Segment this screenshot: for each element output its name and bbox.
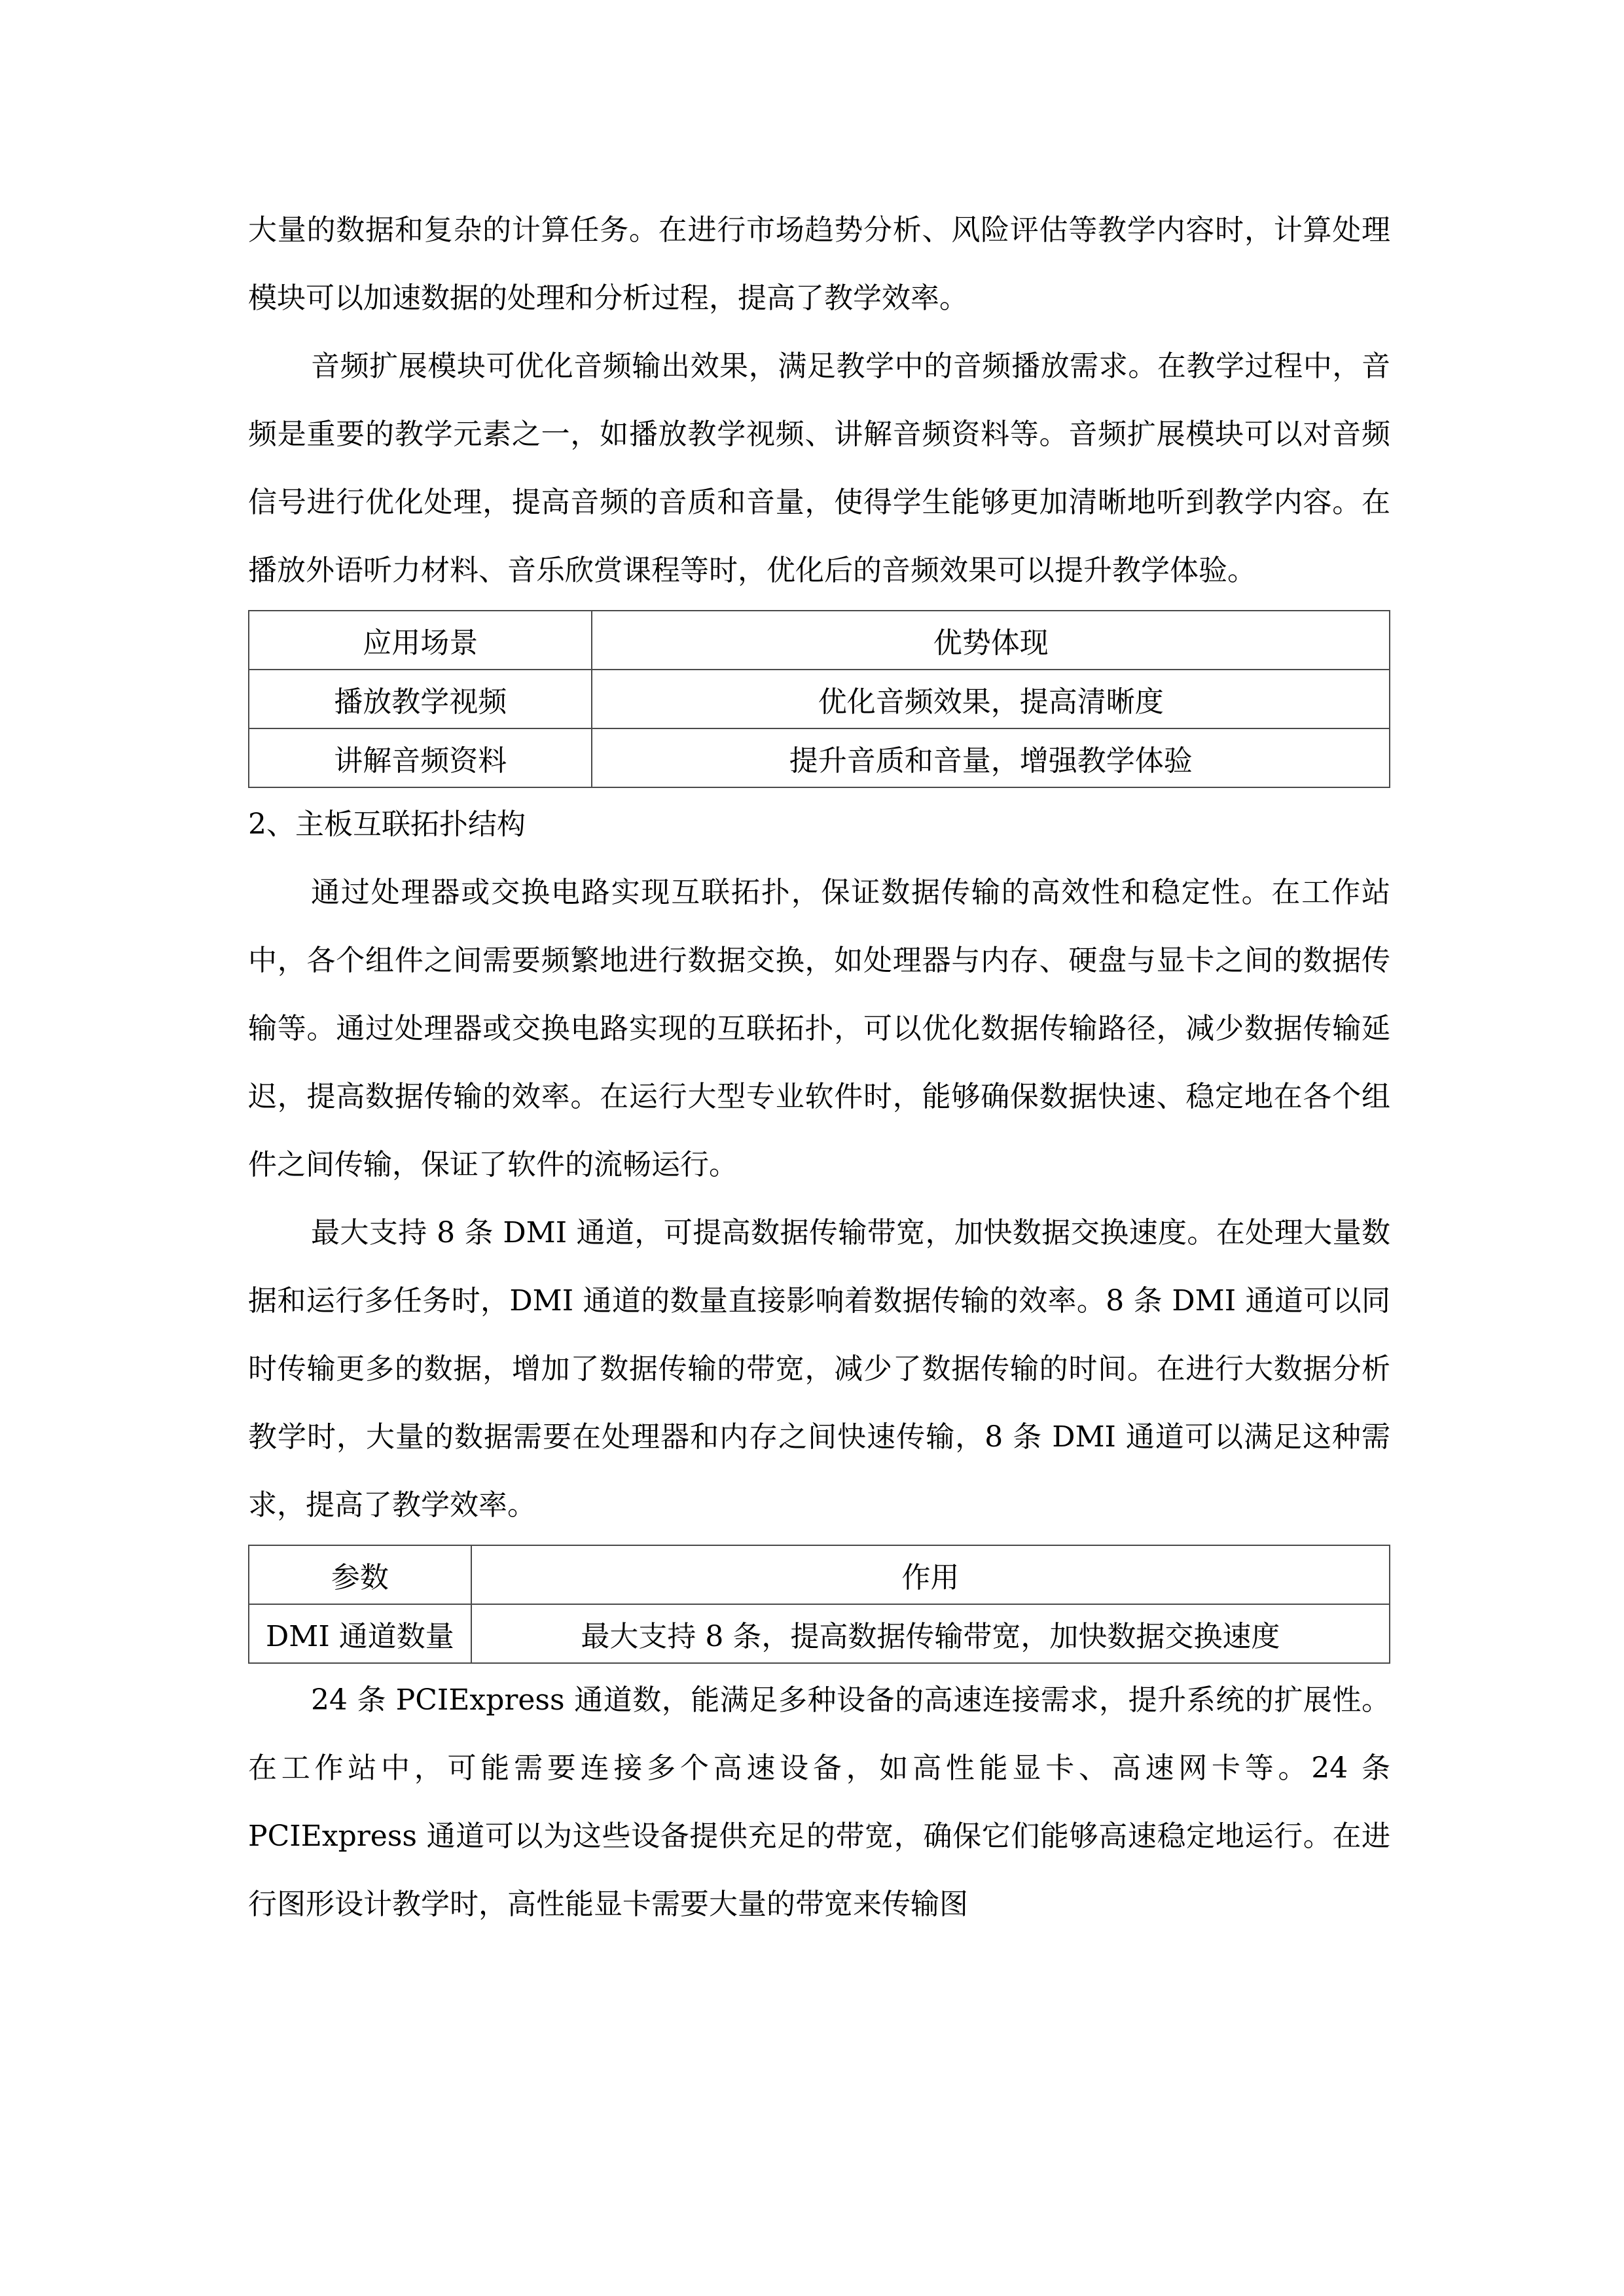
table-cell: 提升音质和音量，增强教学体验 [592, 728, 1390, 787]
table-header-cell: 作用 [471, 1545, 1390, 1604]
table-row [249, 1604, 1390, 1663]
table-cell: DMI 通道数量 [249, 1604, 471, 1663]
paragraph-compute-module: 大量的数据和复杂的计算任务。在进行市场趋势分析、风险评估等教学内容时，计算处理模块可以加速数据的处理和分析过程，提高了教学效率。 [248, 213, 1390, 315]
section-heading: 2、主板互联拓扑结构 [248, 808, 526, 841]
table-cell: 优化音频效果，提高清晰度 [592, 670, 1390, 728]
table-header-row [249, 1545, 1390, 1604]
table-dmi-parameters [248, 1545, 1390, 1664]
table-header-cell: 优势体现 [592, 611, 1390, 670]
paragraph-audio-module: 音频扩展模块可优化音频输出效果，满足教学中的音频播放需求。在教学过程中，音频是重要的教学元素之一，如播放教学视频、讲解音频资料等。音频扩展模块可以对音频信号进行优化处理，提高音频的音质和音量，使得学生能够更加清晰地听到教学内容。在播放外语听力材料、音乐欣赏课程等时，优化后的音频效果可以提升教学体验。 [248, 350, 1390, 587]
table-row [249, 728, 1390, 787]
table-cell: 播放教学视频 [249, 670, 592, 728]
document-page [248, 196, 1390, 1939]
paragraph-dmi-channels: 最大支持 8 条 DMI 通道，可提高数据传输带宽，加快数据交换速度。在处理大量数据和运行多任务时，DMI 通道的数量直接影响着数据传输的效率。8 条 DMI 通道可以同时传输更多的数据，增加了数据传输的带宽，减少了数据传输的时间。在进行大数据分析教学时，大量的数据需要在处理器和内存之间快速传输，8 条 DMI 通道可以满足这种需求，提高了教学效率。 [248, 1216, 1390, 1522]
table-audio-scenarios [248, 610, 1390, 788]
paragraph-pcie-lanes: 24 条 PCIExpress 通道数，能满足多种设备的高速连接需求，提升系统的扩展性。在工作站中，可能需要连接多个高速设备，如高性能显卡、高速网卡等。24 条 PCIExpress 通道可以为这些设备提供充足的带宽，确保它们能够高速稳定地运行。在进行图形设计教学时，高性能显卡需要大量的带宽来传输图 [248, 1683, 1390, 1921]
table-header-cell: 应用场景 [249, 611, 592, 670]
table-cell: 讲解音频资料 [249, 728, 592, 787]
table-row [249, 670, 1390, 728]
paragraph-interconnect-topology: 通过处理器或交换电路实现互联拓扑，保证数据传输的高效性和稳定性。在工作站中，各个组件之间需要频繁地进行数据交换，如处理器与内存、硬盘与显卡之间的数据传输等。通过处理器或交换电路实现的互联拓扑，可以优化数据传输路径，减少数据传输延迟，提高数据传输的效率。在运行大型专业软件时，能够确保数据快速、稳定地在各个组件之间传输，保证了软件的流畅运行。 [248, 876, 1390, 1181]
table-header-cell: 参数 [249, 1545, 471, 1604]
table-header-row [249, 611, 1390, 670]
table-cell: 最大支持 8 条，提高数据传输带宽，加快数据交换速度 [471, 1604, 1390, 1663]
